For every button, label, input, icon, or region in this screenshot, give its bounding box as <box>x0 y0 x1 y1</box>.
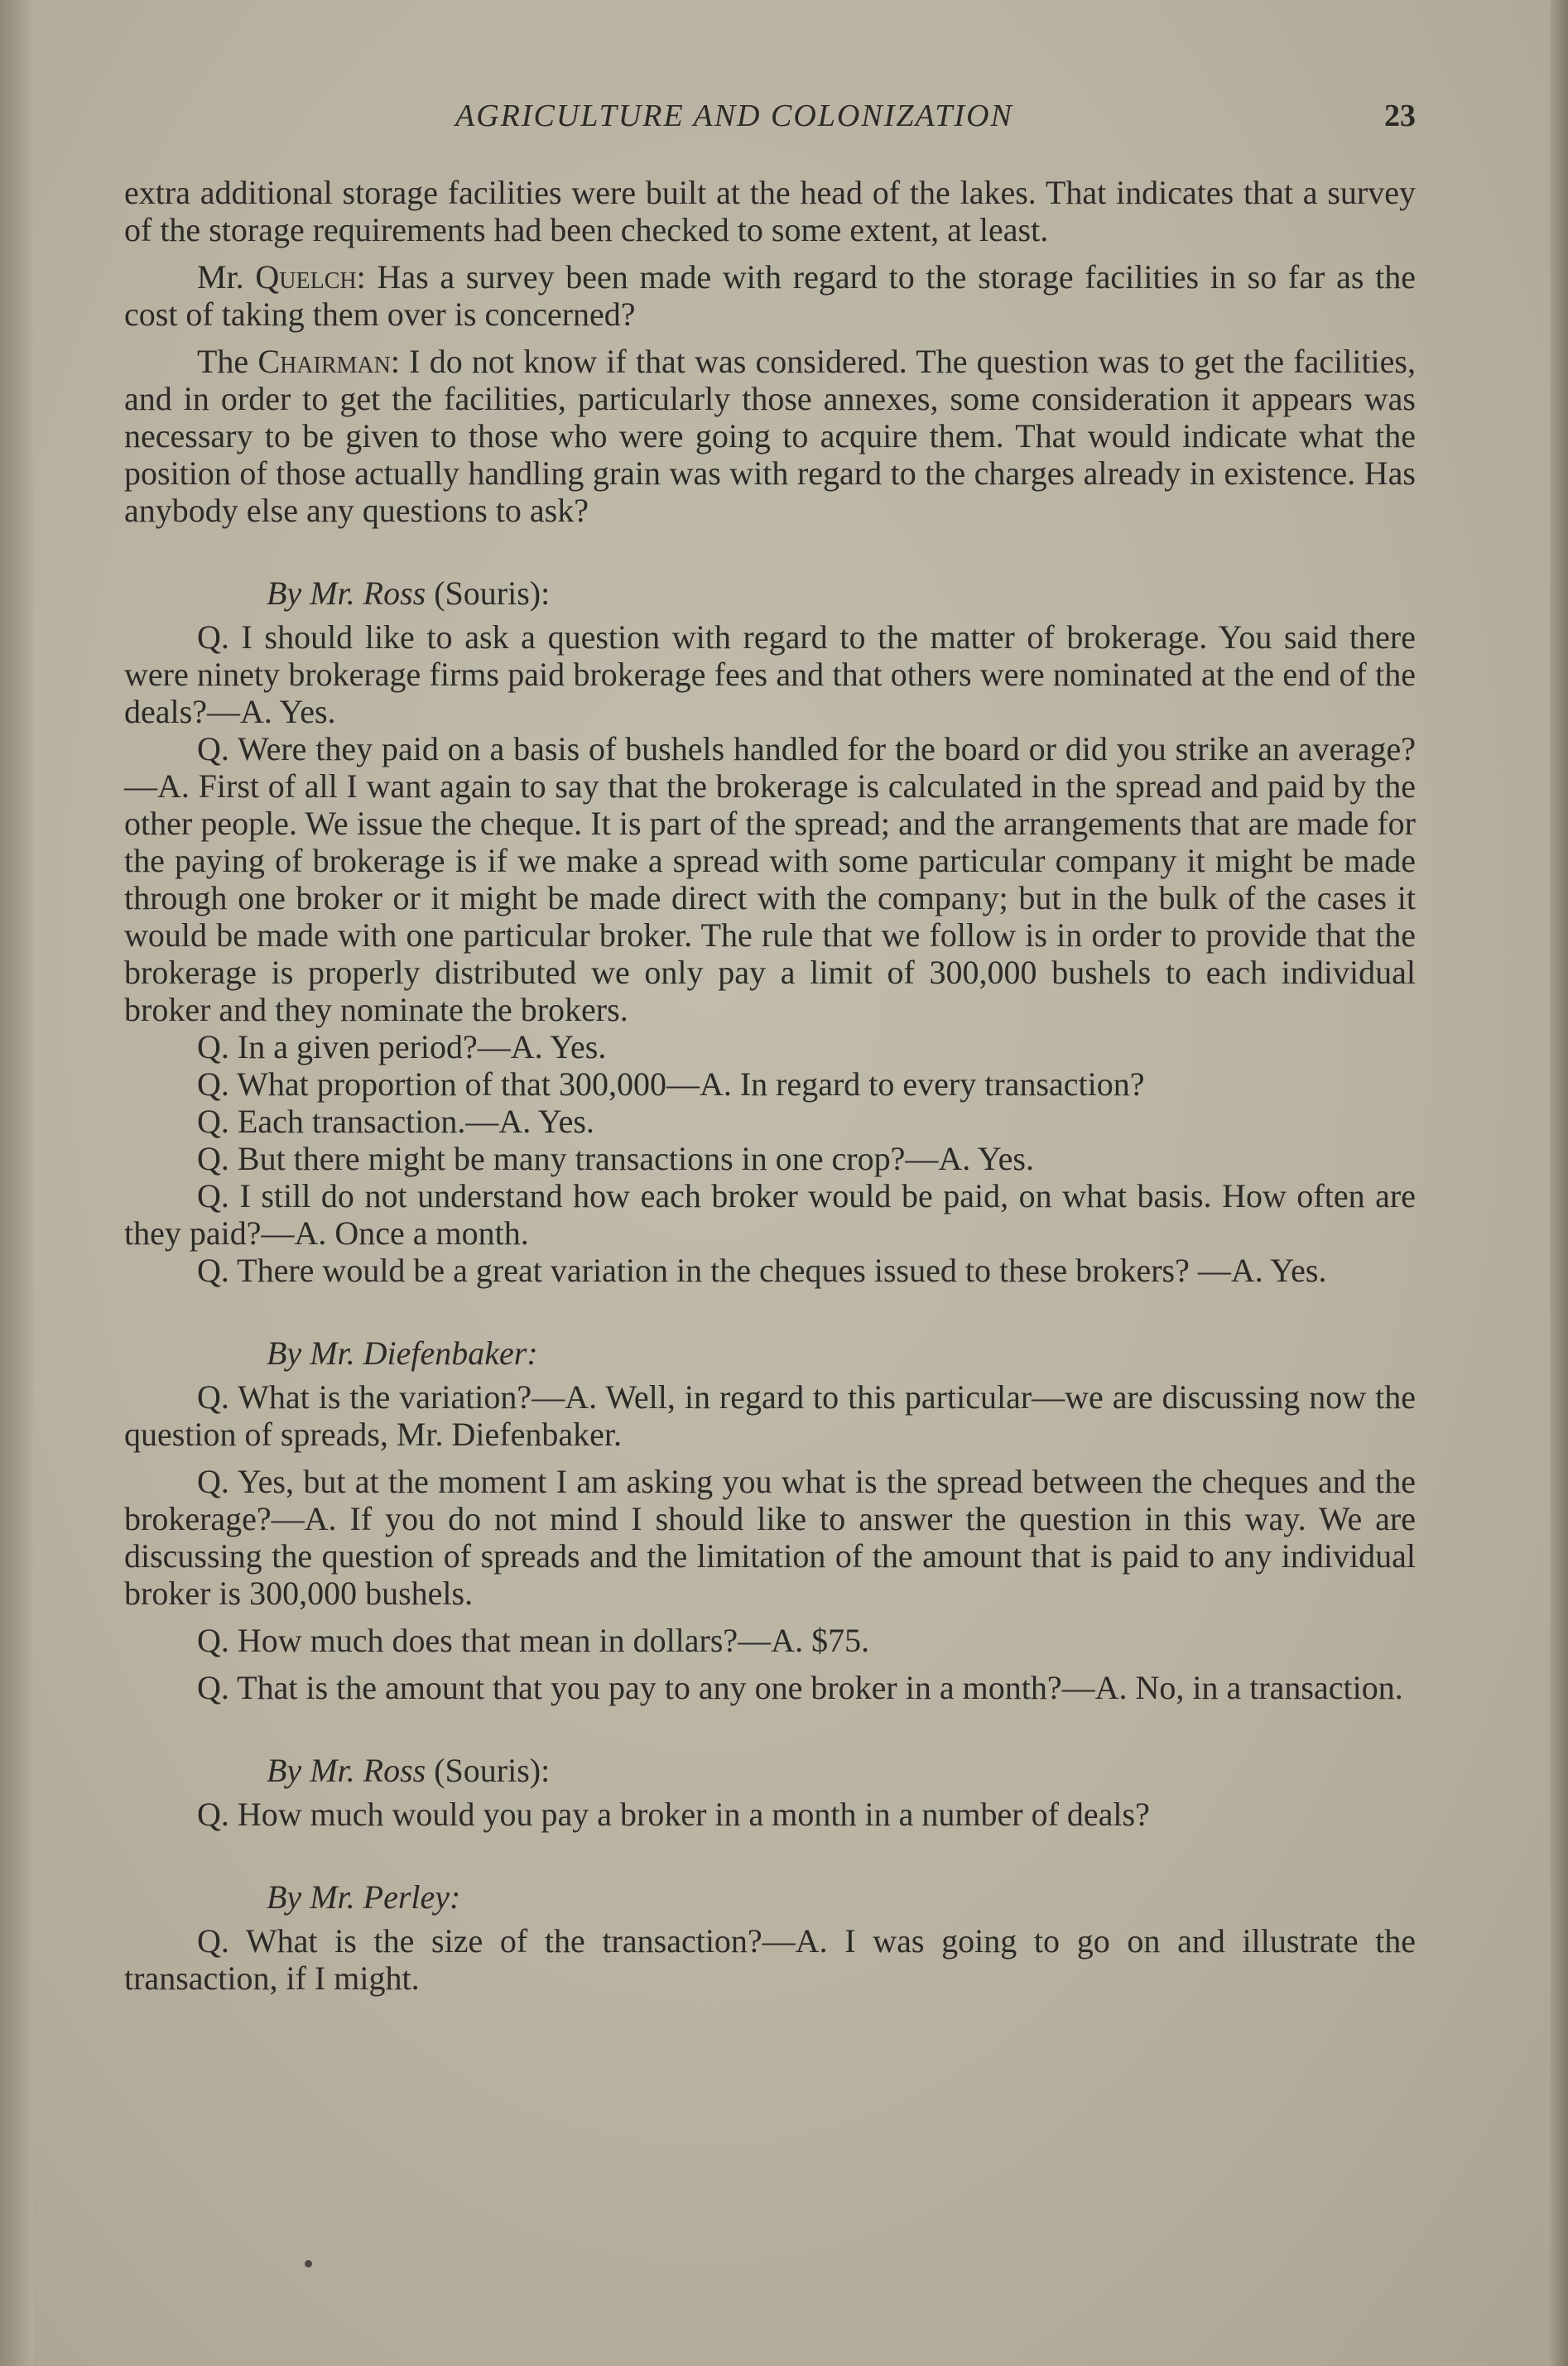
paragraph-chairman <box>124 343 1416 529</box>
paragraph: extra additional storage facilities were built at the head of the lakes. That indicates that a survey of the storage requirements had been checked to some extent, at least. <box>124 174 1416 248</box>
qa-item: Q. How much does that mean in dollars?—A. $75. <box>197 1622 870 1659</box>
speaker-title: Mr. <box>197 258 256 296</box>
examiner-byline <box>124 1334 1416 1372</box>
page-outer-edge <box>1550 0 1568 2366</box>
qa-item: Q. There would be a great variation in the cheques issued to these brokers? —A. Yes. <box>197 1252 1327 1289</box>
ink-spot <box>305 2260 312 2267</box>
qa-item: Q. But there might be many transactions in one crop?—A. Yes. <box>197 1140 1034 1177</box>
qa-item: Q. That is the amount that you pay to any one broker in a month?—A. No, in a transaction. <box>197 1669 1403 1706</box>
qa-item: Q. How much would you pay a broker in a month in a number of deals? <box>197 1796 1150 1833</box>
speech-text: : I do not know if that was considered. The question was to get the facilities, and in order to get the facilities, particularly those annexes, some consideration it appears was necessary to be given to those who were going to acquire them. That would indicate what the position of those actually handling grain was with regard to the charges already in existence. Has anybody else any questions to ask? <box>124 343 1416 529</box>
page-header <box>124 98 1416 147</box>
qa-item: Q. In a given period?—A. Yes. <box>197 1028 607 1065</box>
speaker-name: Chairman <box>257 343 391 380</box>
examiner-byline <box>124 1878 1416 1916</box>
running-head: AGRICULTURE AND COLONIZATION <box>455 99 1013 133</box>
examiner-name: By Mr. Diefenbaker: <box>267 1334 538 1372</box>
body-text <box>124 174 1416 1997</box>
qa-item: Q. Each transaction.—A. Yes. <box>197 1103 594 1140</box>
examiner-name: By Mr. Perley: <box>267 1878 461 1916</box>
examiner-riding: (Souris): <box>426 1752 551 1789</box>
speaker-name: Quelch <box>255 258 357 296</box>
examiner-riding: (Souris): <box>426 575 551 612</box>
speaker-title: The <box>197 343 258 380</box>
page-binding-edge <box>0 0 33 2366</box>
paragraph-quelch <box>124 258 1416 333</box>
qa-item: Q. I should like to ask a question with regard to the matter of brokerage. You said there were ninety brokerage firms paid brokerage fees and that others were nominated at the end of the deals?—A. Yes. <box>124 618 1416 730</box>
qa-item: Q. What is the size of the transaction?—A. I was going to go on and illustrate the transaction, if I might. <box>124 1922 1416 1997</box>
page-number: 23 <box>1384 99 1416 133</box>
qa-item: Q. What proportion of that 300,000—A. In regard to every transaction? <box>197 1065 1145 1103</box>
qa-item: Q. Were they paid on a basis of bushels handled for the board or did you strike an average?—A. First of all I want again to say that the brokerage is calculated in the spread and paid by the other people. We issue the cheque. It is part of the spread; and the arrangements that are made for the paying of brokerage is if we make a spread with some particular company it might be made through one broker or it might be made direct with the company; but in the bulk of the cases it would be made with one particular broker. The rule that we follow is in order to provide that the brokerage is properly distributed we only pay a limit of 300,000 bushels to each individual broker and they nominate the brokers. <box>124 730 1416 1028</box>
examiner-byline <box>124 575 1416 612</box>
examiner-name: By Mr. Ross <box>267 575 426 612</box>
examiner-name: By Mr. Ross <box>267 1752 426 1789</box>
qa-item: Q. I still do not understand how each broker would be paid, on what basis. How often are they paid?—A. Once a month. <box>124 1177 1416 1252</box>
qa-item: Q. What is the variation?—A. Well, in regard to this particular—we are discussing now the question of spreads, Mr. Diefenbaker. <box>124 1378 1416 1453</box>
qa-item: Q. Yes, but at the moment I am asking you what is the spread between the cheques and the brokerage?—A. If you do not mind I should like to answer the question in this way. We are discussing the question of spreads and the limitation of the amount that is paid to any individual broker is 300,000 bushels. <box>124 1463 1416 1612</box>
speech-text: : Has a survey been made with regard to the storage facilities in so far as the cost of taking them over is concerned? <box>124 258 1416 333</box>
examiner-byline <box>124 1752 1416 1789</box>
